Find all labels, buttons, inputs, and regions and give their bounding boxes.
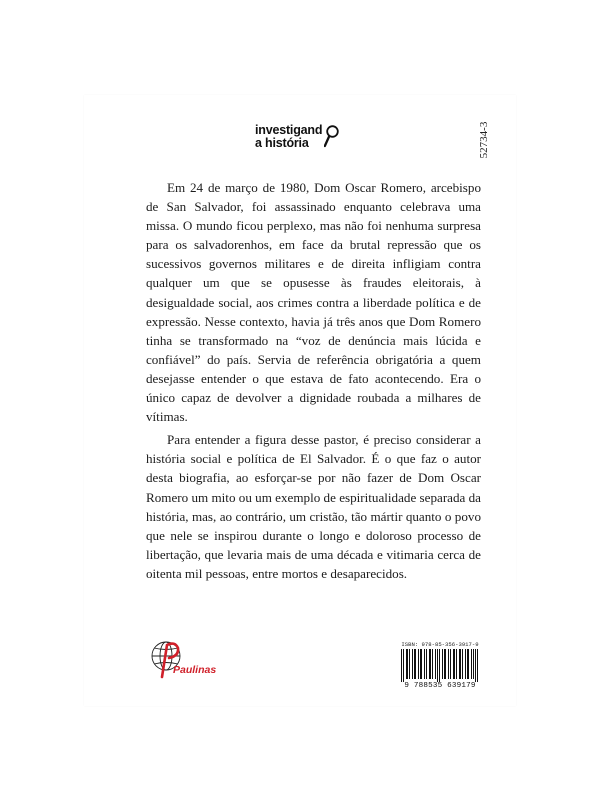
magnifier-icon	[324, 124, 344, 150]
synopsis	[146, 178, 481, 583]
synopsis-paragraph-2: Para entender a figura desse pastor, é preciso considerar a história social e política de El Salvador. É o que faz o autor desta biografia, ao esforçar-se por não fazer de Dom Oscar Romero um mito ou um exemplo de espiritualidade separada da história, mas, ao contrário, um cristão, tão mártir quanto o povo que nele se inspirou durante o longo e doloroso processo de libertação, que levaria mais de uma década e vitimaria cerca de oitenta mil pessoas, entre mortos e desaparecidos.	[146, 432, 481, 581]
barcode-bars	[397, 649, 483, 682]
barcode-digits: 9 788535 639179	[404, 682, 476, 690]
isbn-label: ISBN: 978-85-356-3917-9	[401, 641, 479, 648]
barcode	[397, 641, 483, 691]
publisher-name: Paulinas	[173, 664, 217, 676]
series-title-line1: investigand	[255, 123, 323, 137]
publisher-logo	[148, 637, 228, 679]
catalog-code-text: 52734-3	[478, 121, 490, 159]
catalog-code	[476, 118, 492, 162]
series-logo	[255, 123, 345, 157]
synopsis-paragraph-1: Em 24 de março de 1980, Dom Oscar Romero, arcebispo de San Salvador, foi assassinado enquanto celebrava uma missa. O mundo ficou perplexo, mas não foi nenhuma surpresa para os salvadorenhos, em face da brutal repressão que os sucessivos governos militares e de direita infligiam contra qualquer um que se opusesse às fraudes eleitorais, à desigualdade social, aos crimes contra a liberdade política e de expressão. Nesse contexto, havia já três anos que Dom Romero tinha se transformado na “voz de denúncia mais lúcida e confiável” do país. Servia de referência obrigatória a quem desejasse entender o que estava de fato acontecendo. Era o único capaz de devolver a dignidade roubada a milhares de vítimas.	[146, 180, 481, 425]
series-title-line2: a história	[255, 136, 309, 150]
